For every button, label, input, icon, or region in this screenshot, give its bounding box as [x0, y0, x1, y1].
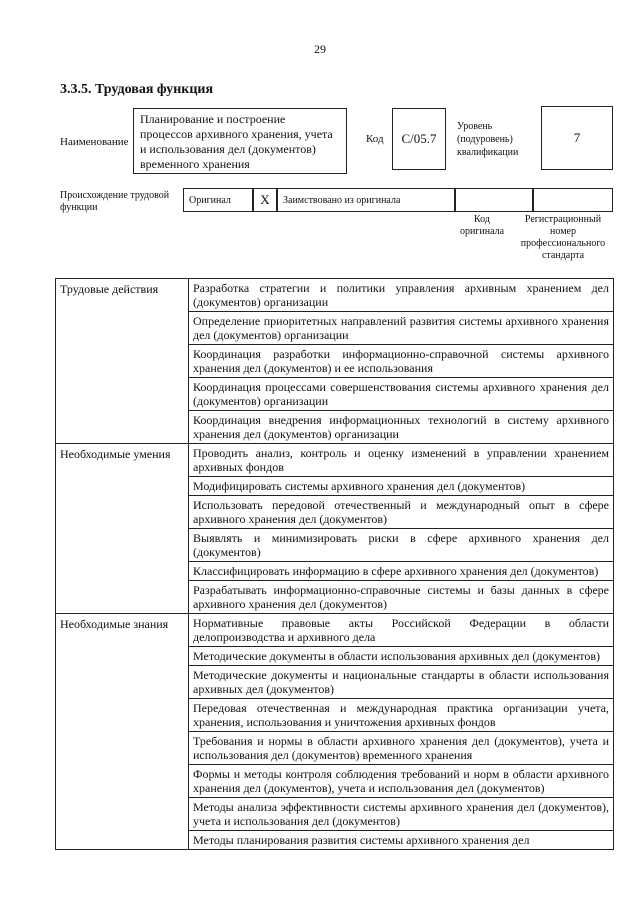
section-item: Модифицировать системы архивного хранения дел (документов)	[189, 477, 614, 496]
level-label: Уровень (подуровень) квалификации	[457, 121, 519, 158]
origin-label: Происхождение трудовой функции	[60, 190, 170, 213]
section-item: Разработка стратегии и политики управления архивным хранением дел (документов) организации	[189, 279, 614, 312]
origin-code-cell	[455, 188, 533, 212]
section-category: Необходимые умения	[56, 444, 189, 614]
origin-reg-cell	[533, 188, 613, 212]
section-item: Координация внедрения информационных технологий в систему архивного хранения дел (документов) организации	[189, 411, 614, 444]
function-code: C/05.7	[392, 108, 446, 170]
section-item: Координация разработки информационно-справочной системы архивного хранения дел (документов) и ее использования	[189, 345, 614, 378]
section-item: Передовая отечественная и международная практика организации учета, хранения, использования и уничтожения архивных фондов	[189, 699, 614, 732]
origin-original: Оригинал	[183, 188, 253, 212]
caption-reg: Регистрационный номер профессионального стандарта	[520, 214, 606, 261]
origin-mark: X	[253, 188, 277, 212]
section-item: Методы анализа эффективности системы архивного хранения дел (документов), учета и использования дел (документов)	[189, 798, 614, 831]
section-item: Определение приоритетных направлений развития системы архивного хранения дел (документов) организации	[189, 312, 614, 345]
section-item: Методы планирования развития системы архивного хранения дел	[189, 831, 614, 850]
table-row	[56, 614, 614, 647]
table-row	[56, 279, 614, 312]
section-item: Формы и методы контроля соблюдения требований и норм в области архивного хранения дел (документов), учета и использования дел (документов)	[189, 765, 614, 798]
section-item: Координация процессами совершенствования системы архивного хранения дел (документов) организации	[189, 378, 614, 411]
table-row	[56, 444, 614, 477]
section-item: Методические документы в области использования архивных дел (документов)	[189, 647, 614, 666]
section-category: Трудовые действия	[56, 279, 189, 444]
section-item: Классифицировать информацию в сфере архивного хранения дел (документов)	[189, 562, 614, 581]
origin-borrowed: Заимствовано из оригинала	[277, 188, 455, 212]
qualification-level: 7	[541, 106, 613, 170]
section-title: 3.3.5. Трудовая функция	[60, 82, 214, 97]
section-item: Методические документы и национальные стандарты в области использования архивных дел (документов)	[189, 666, 614, 699]
page-number: 29	[314, 42, 326, 56]
name-label: Наименование	[60, 136, 129, 148]
section-item: Требования и нормы в области архивного хранения дел (документов), учета и использования дел (документов) временного хранения	[189, 732, 614, 765]
section-category: Необходимые знания	[56, 614, 189, 850]
code-label: Код	[366, 133, 384, 145]
function-name: Планирование и построение процессов архивного хранения, учета и использования дел (документов) временного хранения	[133, 108, 347, 174]
caption-code: Код оригинала	[459, 214, 505, 237]
section-item: Использовать передовой отечественный и международный опыт в сфере архивного хранения дел (документов)	[189, 496, 614, 529]
section-item: Проводить анализ, контроль и оценку изменений в управлении хранением архивных фондов	[189, 444, 614, 477]
section-item: Выявлять и минимизировать риски в сфере архивного хранения дел (документов)	[189, 529, 614, 562]
function-table	[55, 278, 614, 850]
origin-row	[183, 188, 613, 212]
section-item: Нормативные правовые акты Российской Федерации в области делопроизводства и архивного дела	[189, 614, 614, 647]
section-item: Разрабатывать информационно-справочные системы и базы данных в сфере архивного хранения дел (документов)	[189, 581, 614, 614]
